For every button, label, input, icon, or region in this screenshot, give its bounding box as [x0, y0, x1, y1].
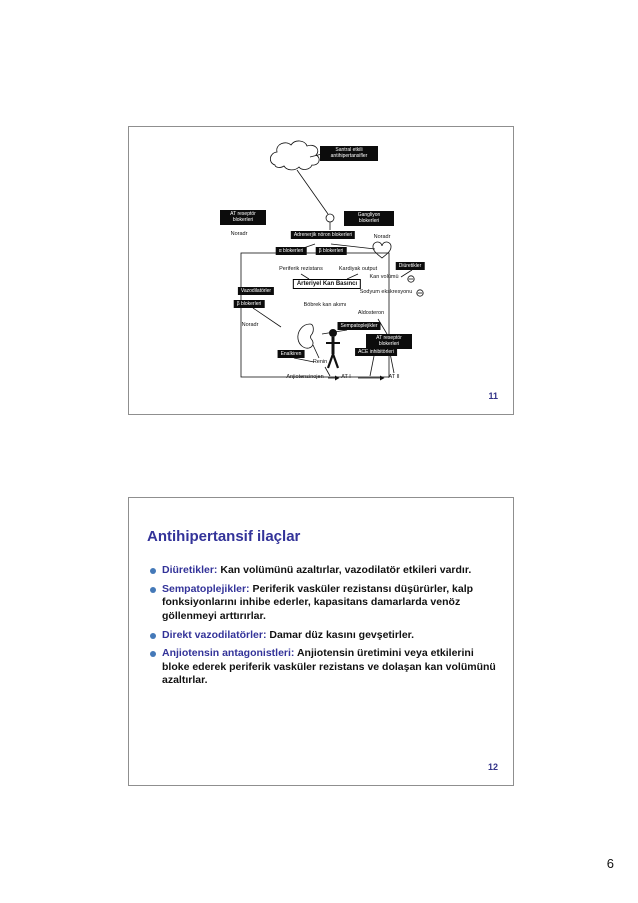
- antihypertensive-sites-diagram: [129, 127, 513, 414]
- arrowhead-icon: [380, 376, 385, 381]
- slide-title: Antihipertansif ilaçlar: [147, 528, 301, 545]
- label-beta-blokerleri-1: β blokerleri: [316, 247, 347, 255]
- list-item: [149, 583, 499, 624]
- text-renin: Renin: [312, 359, 328, 365]
- bullet-dot-icon: [150, 587, 156, 593]
- page-number: 6: [606, 856, 614, 871]
- bullet-term: Direkt vazodilatörler:: [162, 628, 267, 641]
- slide-12-frame: [128, 497, 514, 786]
- text-noradr-3: Noradr: [241, 322, 259, 328]
- text-periferik-rezistans: Periferik rezistans: [279, 266, 323, 272]
- list-item: [149, 647, 499, 688]
- text-at-1: AT I: [341, 374, 351, 380]
- arterial-blood-pressure-box: Arteriyel Kan Basıncı: [293, 279, 361, 289]
- list-item: [149, 629, 499, 643]
- minus-sign-icon: [408, 276, 414, 282]
- heart-icon: [373, 242, 391, 258]
- bullet-text: Anjiotensin üretimini veya etkilerini bloke ederek periferik vasküler rezistans ve dolaşan kan volümünü azaltırlar.: [162, 647, 496, 687]
- text-at-2: AT II: [388, 374, 400, 380]
- label-at-reseptor-blokerleri-2: AT reseptör blokerleri: [366, 334, 412, 349]
- label-enalkiren: Enalkiren: [278, 350, 305, 358]
- bullet-term: Sempatoplejikler:: [162, 582, 250, 595]
- text-noradr-2: Noradr: [373, 234, 391, 240]
- text-noradr-1: Noradr: [230, 231, 248, 237]
- bullet-list: [149, 564, 499, 693]
- bullet-term: Anjiotensin antagonistleri:: [162, 647, 295, 660]
- brain-cloud-icon: [270, 141, 319, 170]
- slide-number-12: 12: [487, 762, 498, 772]
- text-aldosteron: Aldosteron: [357, 310, 385, 316]
- label-santral-etkili: Santral etkili antihipertansifler: [320, 146, 378, 161]
- minus-sign-icon: [417, 290, 423, 296]
- label-gangliyon-blokerleri: Gangliyon blokerleri: [344, 211, 394, 226]
- label-at-reseptor-blokerleri-1: AT reseptör blokerleri: [220, 210, 266, 225]
- label-alfa-blokerleri: α blokerleri: [276, 247, 307, 255]
- slide-number-11: 11: [488, 391, 498, 401]
- ganglion-node-icon: [326, 214, 334, 222]
- slide-11-frame: [128, 126, 514, 415]
- label-sempatoplejikler: Sempatoplejikler: [338, 322, 381, 330]
- text-kardiyak-output: Kardiyak output: [338, 266, 378, 272]
- bullet-dot-icon: [150, 651, 156, 657]
- kidney-icon: [298, 324, 313, 348]
- label-adrenerjik-noron-blokerleri: Adrenerjik nöron blokerleri: [291, 231, 355, 239]
- text-sodyum-ekskresyonu: Sodyum ekskresyonu: [359, 289, 413, 295]
- label-beta-blokerleri-2: β blokerleri: [234, 300, 265, 308]
- person-icon: [326, 330, 340, 369]
- bullet-text: Periferik vasküler rezistansı düşürürler, kalp fonksiyonlarını inhibe ederler, kapasitans damarlarda venöz göllenmeyi arttırırlar.: [162, 582, 474, 622]
- list-item: [149, 564, 499, 578]
- bullet-term: Diüretikler:: [162, 564, 218, 576]
- bullet-dot-icon: [150, 568, 156, 574]
- text-bobrek-kan-akimi: Böbrek kan akımı: [303, 302, 347, 308]
- bullet-dot-icon: [150, 633, 156, 639]
- label-diuretikler: Diüretikler: [396, 262, 425, 270]
- text-anjiotensinojen: Anjiotensinojen: [286, 374, 324, 380]
- text-kan-volumu: Kan volümü: [369, 274, 399, 280]
- bullet-text: Kan volümünü azaltırlar, vazodilatör etkileri vardır.: [217, 564, 472, 576]
- arrowhead-icon: [335, 376, 340, 381]
- bullet-text: Damar düz kasını gevşetirler.: [266, 628, 415, 641]
- label-vazodilatorler: Vazodilatörler: [238, 287, 274, 295]
- label-ace-inhibitorleri: ACE inhibitörleri: [355, 348, 397, 356]
